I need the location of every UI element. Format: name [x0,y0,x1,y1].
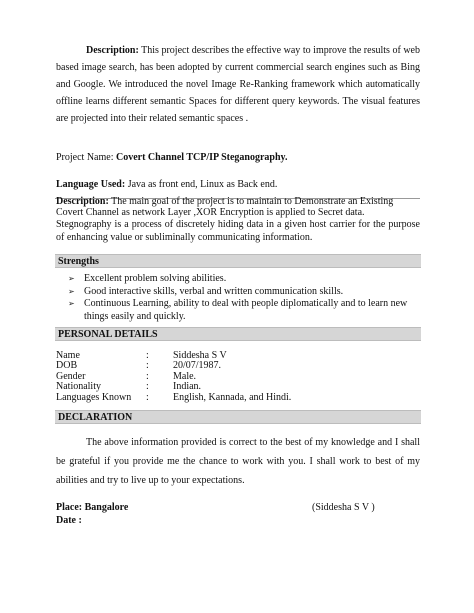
table-row: Name : Siddesha S V [56,350,227,361]
steganography-text: Stegnography is a process of discretely hiding data in a given host carrier for the purpose of enhancing value or subliminally communicating information. [56,219,420,243]
description-label: Description: [56,196,109,207]
project-name: Project Name: Covert Channel TCP/IP Steganography. [56,152,288,163]
signature-name: (Siddesha S V ) [312,502,375,513]
arrow-bullet-icon: ➢ [68,299,75,308]
list-item: ➢ Good interactive skills, verbal and written communication skills. [68,285,344,297]
description-text: This project describes the effective way to improve the results of web based image search, has been adopted by current commercial search engines such as Bing and Google. We introduced the novel Image Re-Ranking framework which automatically offline learns different semantic Spaces for different query keywords. The visual features are projected into their related semantic spaces . [56,45,420,124]
description-label: Description: [86,45,139,56]
declaration-text: The above information provided is correct to the best of my knowledge and I shall be grateful if you provide me the chance to work with you. I shall work to best of my abilities and try to live up to your expectations. [56,437,420,486]
language-used [56,179,277,190]
place-label: Place: Bangalore [56,502,129,513]
date-label: Date : [56,515,82,526]
arrow-bullet-icon: ➢ [68,286,75,296]
table-row: Nationality : Indian. [56,381,202,393]
list-item: ➢ Continuous Learning, ability to deal with people diplomatically and to learn new things easily and quickly. [68,298,408,322]
declaration-heading: DECLARATION [55,410,421,424]
language-label: Language Used: [56,179,126,190]
strengths-list [68,273,418,323]
project2-description [56,197,420,219]
list-item: ➢ Excellent problem solving abilities. [68,273,227,284]
description-text: The main goal of the project is to maintain to Demonstrate an Existing Covert Channel as network Layer ,XOR Encryption is applied to Secret data. [56,196,394,218]
strengths-heading: Strengths [55,254,421,268]
personal-details-heading: PERSONAL DETAILS [55,327,421,341]
table-row: DOB : 20/07/1987. [56,360,222,372]
table-row: Gender : Male. [56,370,197,382]
personal-details-table [56,351,386,403]
arrow-bullet-icon: ➢ [68,274,75,283]
language-value: Java as front end, Linux as Back end. [125,179,278,190]
table-row: Languages Known : English, Kannada, and Hindi. [56,391,292,403]
project-name-value: Covert Channel TCP/IP Steganography. [115,152,288,163]
project-description [56,42,420,127]
